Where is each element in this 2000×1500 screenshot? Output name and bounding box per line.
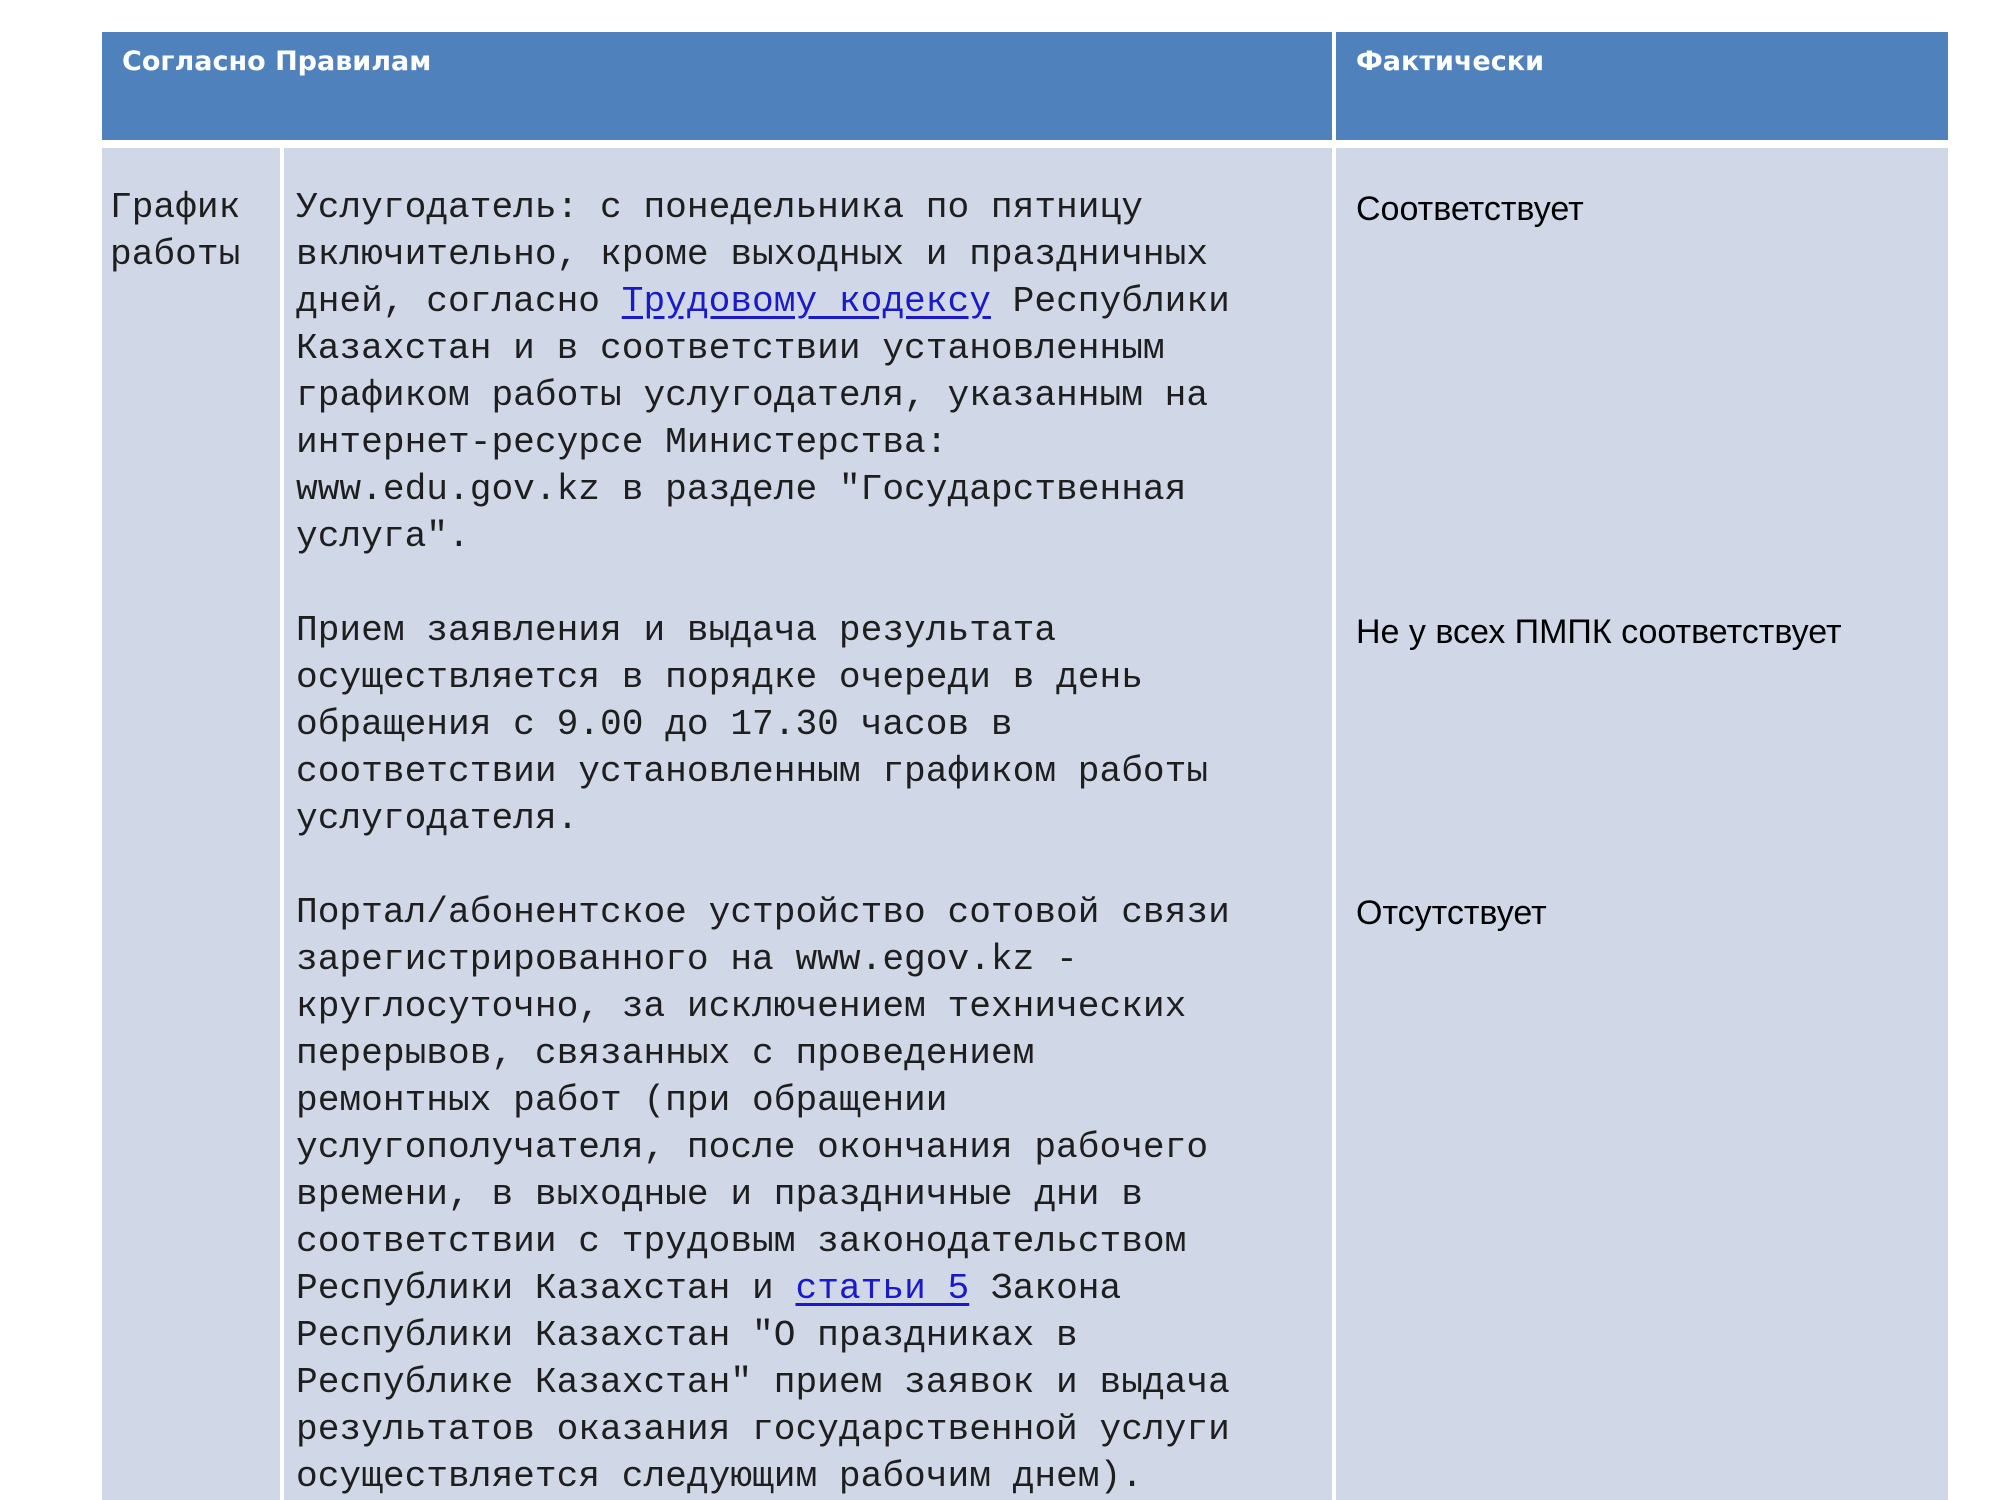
actual-status-2: Не у всех ПМПК соответствует — [1356, 613, 1842, 651]
header-actual — [1336, 32, 1948, 140]
header-rules-label: Согласно Правилам — [122, 46, 432, 77]
rules-paragraph-1: Услугодатель: с понедельника по пятницу включительно, кроме выходных и праздничных дней, согласно Трудовому кодексу Республики Казахстан и в соответствии установленным графиком работы услугодателя, указанным на интернет-ресурсе Министерства: www.edu.gov.kz в разделе "Государственная услуга". — [296, 187, 1230, 557]
article-5-link[interactable]: статьи 5 — [795, 1268, 970, 1309]
labor-code-link[interactable]: Трудовому кодексу — [621, 281, 991, 322]
actual-status-1: Соответствует — [1356, 190, 1584, 228]
rules-paragraph-2: Прием заявления и выдача результата осуществляется в порядке очереди в день обращения с 9.00 до 17.30 часов в соответствии установленным графиком работы услугодателя. — [296, 610, 1209, 839]
row-label-cell — [102, 148, 280, 1500]
header-rules — [102, 32, 1332, 140]
header-actual-label: Фактически — [1356, 46, 1544, 77]
row-label: График работы — [110, 187, 241, 275]
actual-status-3: Отсутствует — [1356, 894, 1547, 932]
comparison-table — [102, 32, 1948, 1500]
actual-cell — [1336, 148, 1948, 1500]
rules-paragraph-3: Портал/абонентское устройство сотовой связи зарегистрированного на www.egov.kz - круглосуточно, за исключением технических перерывов, связанных с проведением ремонтных работ (при обращении услугополучателя, после окончания рабочего времени, в выходные и праздничные дни в соответствии с трудовым законодательством Республики Казахстан и статьи 5 Закона Республики Казахстан "О праздниках в Республике Казахстан" прием заявок и выдача результатов оказания государственной услуги осуществляется следующим рабочим днем). — [296, 892, 1230, 1497]
rules-cell — [284, 148, 1332, 1500]
